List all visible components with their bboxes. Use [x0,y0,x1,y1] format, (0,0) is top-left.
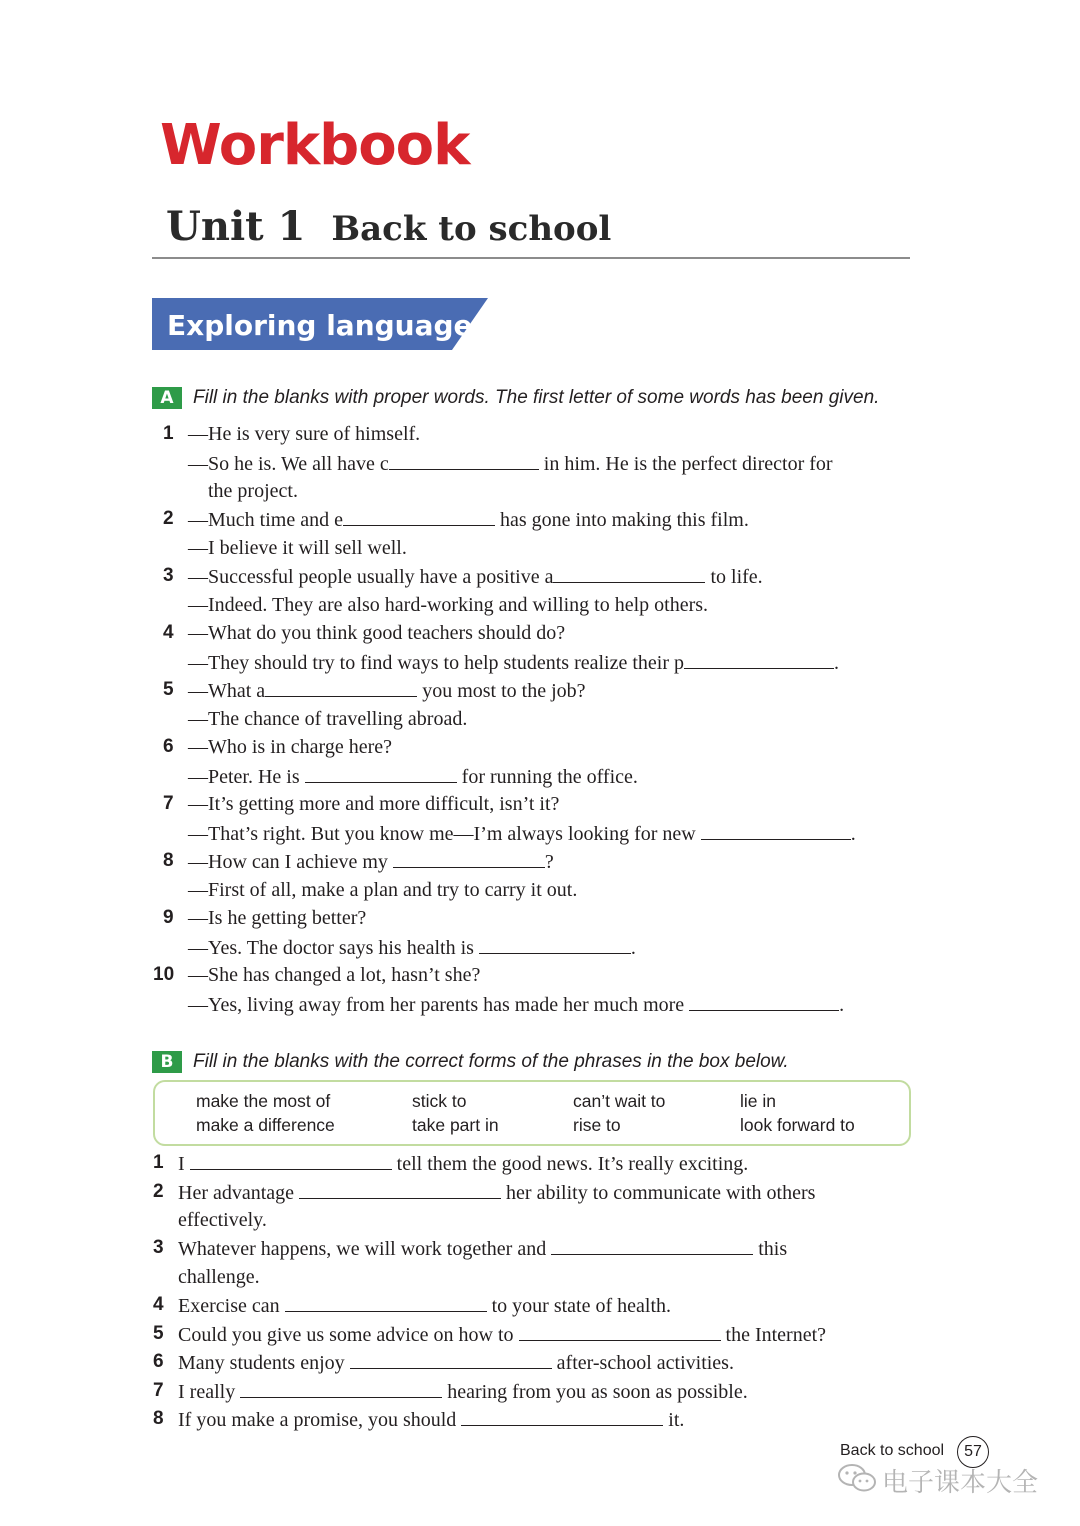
phrase: make the most of [196,1091,331,1111]
text: the Internet? [720,1324,827,1346]
watermark-text: 电子课本大全 [882,1468,1039,1498]
sentence-line [178,1405,684,1434]
text: . [839,994,845,1016]
answer-blank[interactable] [389,449,539,470]
phrase: rise to [573,1115,621,1135]
item-number: 8 [153,1408,164,1429]
unit-label: Unit 1 [166,203,306,250]
text: . [850,823,856,845]
section-b-badge: B [152,1051,182,1073]
answer-blank[interactable] [519,1320,721,1341]
answer-blank[interactable] [350,1348,552,1369]
text: this [753,1238,788,1260]
text: . [630,937,636,959]
sentence-line [178,1149,748,1178]
dialogue-line [188,762,638,791]
text: you most to the job? [417,680,586,702]
page-number: 57 [957,1436,989,1468]
text: it. [663,1409,685,1431]
text: ? [544,851,554,873]
phrase: take part in [412,1115,499,1135]
item-number: 5 [163,679,174,700]
answer-blank[interactable] [701,819,851,840]
unit-heading [166,203,611,250]
dialogue-line [188,648,839,677]
phrase: lie in [740,1091,776,1111]
text: I [178,1153,190,1175]
text: Whatever happens, we will work together and [178,1238,552,1260]
answer-blank[interactable] [305,762,457,783]
text: . [834,652,840,674]
sentence-line [178,1234,787,1263]
dialogue-line: —Is he getting better? [188,907,367,929]
text: Exercise can [178,1295,285,1317]
text: —Yes. The doctor says his health is [188,937,479,959]
phrase: can’t wait to [573,1091,666,1111]
text: to your state of health. [486,1295,672,1317]
phrase: stick to [412,1091,467,1111]
dialogue-line [188,562,763,591]
text: Many students enjoy [178,1352,350,1374]
phrase: look forward to [740,1115,855,1135]
dialogue-line: —First of all, make a plan and try to carry it out. [188,879,578,901]
dialogue-line [188,819,856,848]
item-number: 4 [153,1294,164,1315]
text: —They should try to find ways to help students realize their p [188,652,685,674]
sentence-line: challenge. [178,1266,260,1288]
dialogue-line [188,847,554,876]
item-number: 1 [163,423,174,444]
item-number: 3 [153,1237,164,1258]
dialogue-line [188,505,749,534]
answer-blank[interactable] [551,1234,753,1255]
text: —Yes, living away from her parents has made her much more [188,994,690,1016]
dialogue-line: —I believe it will sell well. [188,537,407,559]
dialogue-line: —She has changed a lot, hasn’t she? [188,964,481,986]
answer-blank[interactable] [393,847,545,868]
sentence-line [178,1178,815,1207]
text: for running the office. [456,766,638,788]
text: —Successful people usually have a positive a [188,566,554,588]
item-number: 7 [153,1380,164,1401]
unit-name: Back to school [331,209,612,249]
item-number: 3 [163,565,174,586]
text: in him. He is the perfect director for [538,453,833,475]
item-number: 10 [153,964,175,985]
header-divider [152,257,910,259]
text: I really [178,1381,241,1403]
wechat-icon [836,1462,878,1494]
dialogue-line: —It’s getting more and more difficult, isn’t it? [188,793,560,815]
dialogue-line: the project. [208,480,298,502]
section-banner-title: Exploring language [167,309,473,342]
sentence-line [178,1320,826,1349]
sentence-line [178,1291,671,1320]
text: to life. [705,566,763,588]
item-number: 1 [153,1152,164,1173]
footer-unit-label: Back to school [840,1442,945,1459]
dialogue-line [188,990,844,1019]
text: has gone into making this film. [494,509,749,531]
answer-blank[interactable] [240,1377,442,1398]
phrase: make a difference [196,1115,335,1135]
dialogue-line [188,676,586,705]
item-number: 7 [163,793,174,814]
item-number: 2 [153,1181,164,1202]
sentence-line [178,1348,734,1377]
sentence-line [178,1377,748,1406]
item-number: 9 [163,907,174,928]
item-number: 6 [163,736,174,757]
answer-blank[interactable] [343,505,495,526]
dialogue-line: —Who is in charge here? [188,736,392,758]
text: after-school activities. [551,1352,734,1374]
item-number: 4 [163,622,174,643]
sentence-line: effectively. [178,1209,267,1231]
dialogue-line [188,933,636,962]
text: Her advantage [178,1182,300,1204]
answer-blank[interactable] [479,933,631,954]
dialogue-line: —Indeed. They are also hard-working and willing to help others. [188,594,709,616]
answer-blank[interactable] [553,562,705,583]
item-number: 2 [163,508,174,529]
text: Could you give us some advice on how to [178,1324,519,1346]
text: —What a [188,680,266,702]
text: her ability to communicate with others [501,1182,816,1204]
item-number: 5 [153,1323,164,1344]
dialogue-line: —What do you think good teachers should do? [188,622,566,644]
answer-blank[interactable] [461,1405,663,1426]
answer-blank[interactable] [684,648,834,669]
text: —Much time and e [188,509,343,531]
section-b-instruction: Fill in the blanks with the correct forms of the phrases in the box below. [193,1051,789,1072]
item-number: 8 [163,850,174,871]
text: tell them the good news. It’s really exciting. [391,1153,749,1175]
text: If you make a promise, you should [178,1409,462,1431]
answer-blank[interactable] [689,990,839,1011]
dialogue-line [188,449,833,478]
answer-blank[interactable] [265,676,417,697]
section-a-instruction: Fill in the blanks with proper words. The first letter of some words has been given. [193,387,880,408]
text: —That’s right. But you know me—I’m always looking for new [188,823,701,845]
dialogue-line: —The chance of travelling abroad. [188,708,468,730]
item-number: 6 [153,1351,164,1372]
text: —So he is. We all have c [188,453,389,475]
text: —How can I achieve my [188,851,393,873]
section-a-badge: A [152,387,182,409]
dialogue-line: —He is very sure of himself. [188,423,421,445]
text: —Peter. He is [188,766,305,788]
text: hearing from you as soon as possible. [442,1381,748,1403]
answer-blank[interactable] [190,1149,392,1170]
workbook-title: Workbook [160,113,470,178]
answer-blank[interactable] [285,1291,487,1312]
answer-blank[interactable] [299,1178,501,1199]
